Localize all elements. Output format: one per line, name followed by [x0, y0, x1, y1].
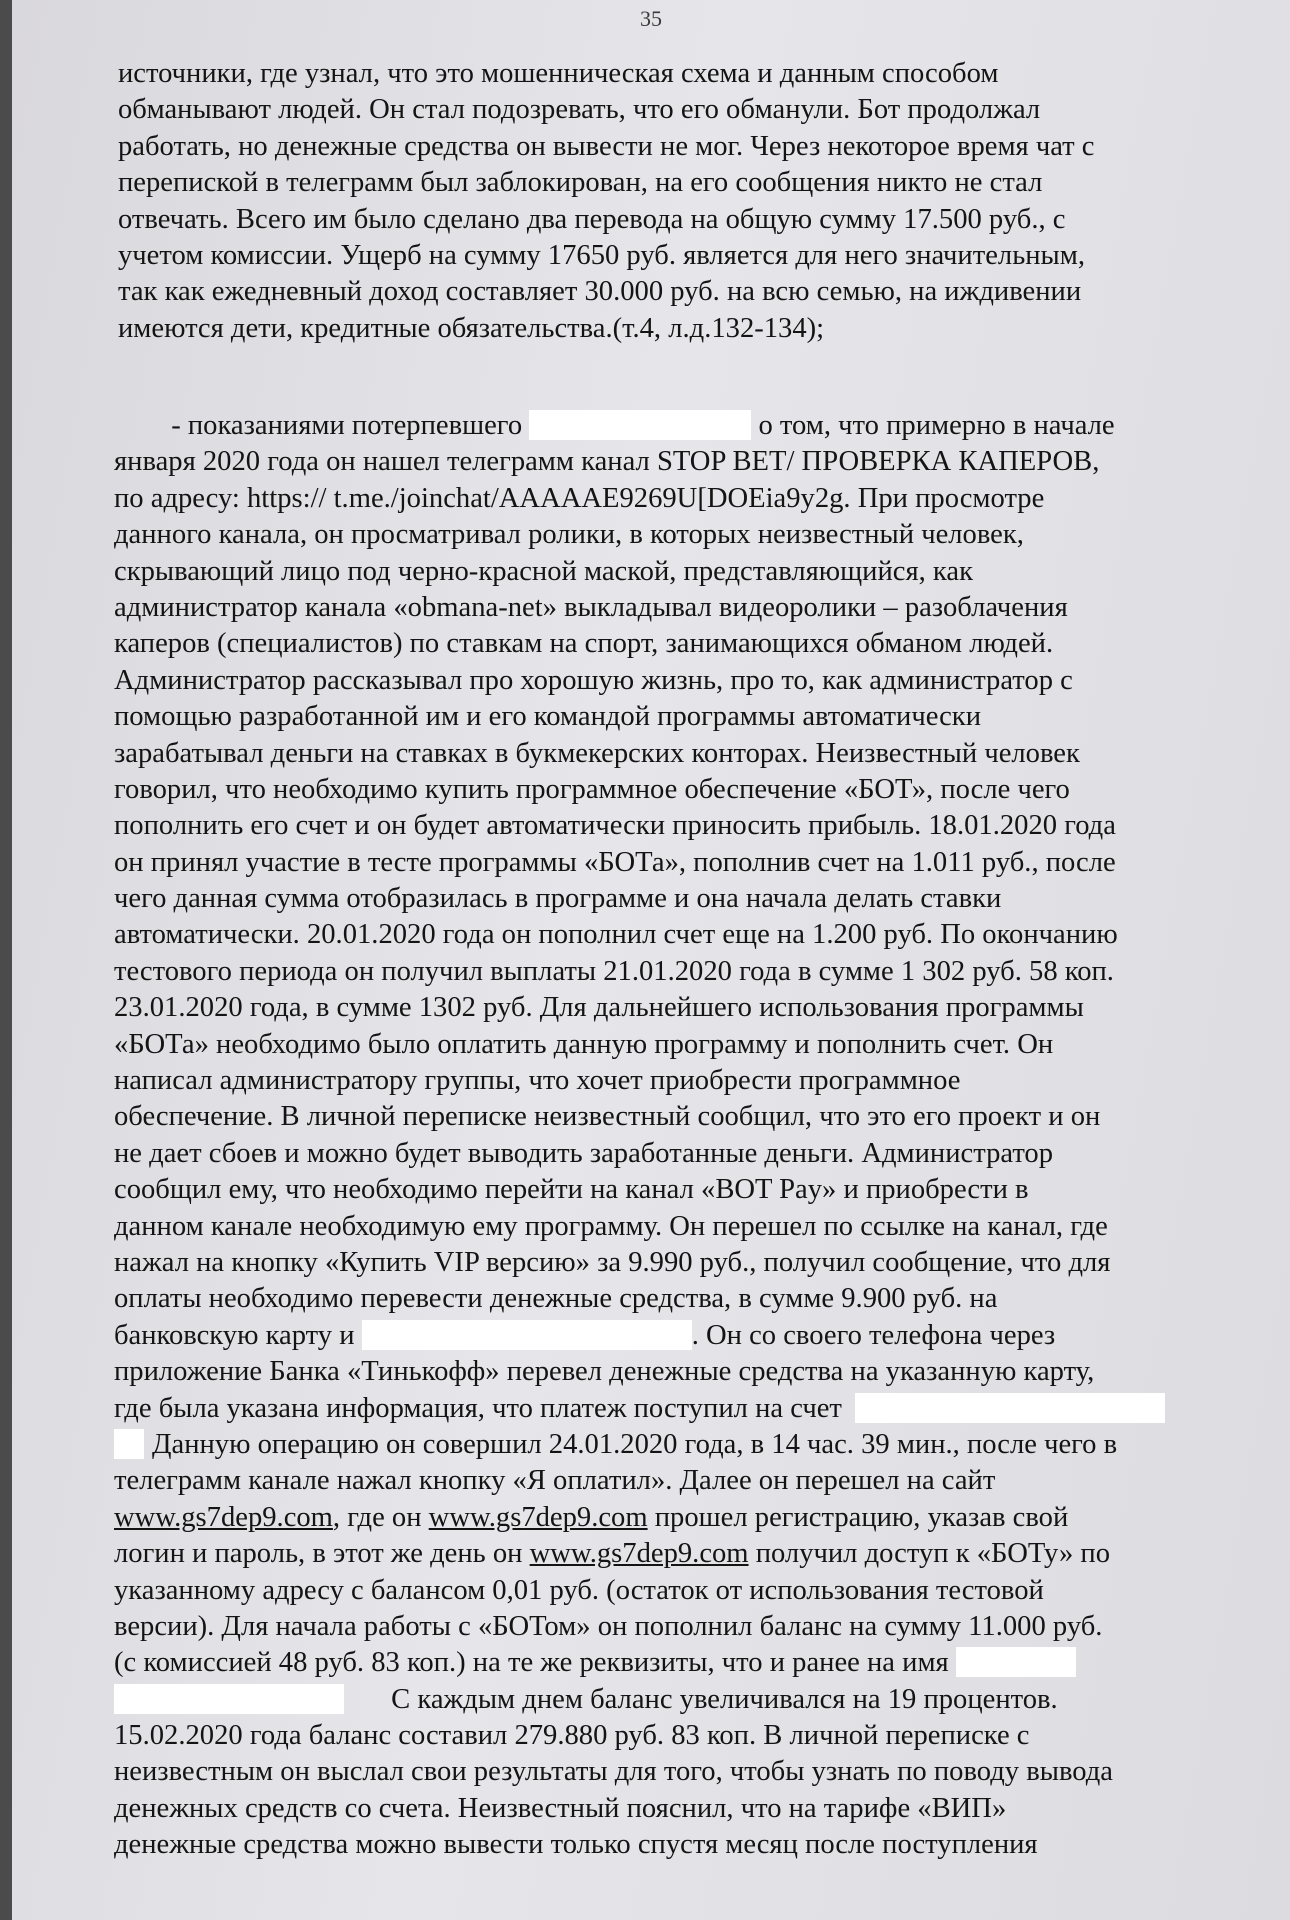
text-line: денежных средств со счета. Неизвестный пояснил, что на тарифе «ВИП»	[114, 1792, 1007, 1824]
text-line: версии). Для начала работы с «БОТом» он пополнил баланс на сумму 11.000 руб.	[114, 1610, 1103, 1642]
text-line: 23.01.2020 года, в сумме 1302 руб. Для дальнейшего использования программы	[114, 992, 1084, 1024]
text-line: пополнить его счет и он будет автоматически приносить прибыль. 18.01.2020 года	[114, 810, 1116, 842]
card-text: банковскую карту и	[114, 1319, 355, 1351]
text-line	[114, 1391, 1264, 1427]
text-line	[114, 1682, 1264, 1718]
page-number: 35	[640, 6, 662, 31]
text-line: чего данная сумма отобразилась в программе и она начала делать ставки	[114, 883, 1002, 915]
text-line: обеспечение. В личной переписке неизвестный сообщил, что это его проект и он	[114, 1101, 1101, 1133]
login-text-tail: получил доступ к «БОТу» по	[755, 1538, 1111, 1570]
redacted-name	[529, 410, 751, 440]
site-link[interactable]: www.gs7dep9.com	[114, 1501, 333, 1533]
text-line	[114, 1427, 1264, 1463]
card-text-tail: . Он со своего телефона через	[691, 1319, 1056, 1351]
site-link[interactable]: www.gs7dep9.com	[428, 1501, 648, 1533]
text-line: источники, где узнал, что это мошенническая схема и данным способом	[118, 58, 999, 89]
text-line: учетом комиссии. Ущерб на сумму 17650 руб. является для него значительным,	[118, 239, 1085, 271]
text-line: каперов (специалистов) по ставкам на спорт, занимающихся обманом людей.	[114, 628, 1054, 660]
text-line: приложение Банка «Тинькофф» перевел денежные средства на указанную карту,	[114, 1356, 1095, 1388]
text-line: 15.02.2020 года баланс составил 279.880 руб. 83 коп. В личной переписке с	[114, 1720, 1030, 1752]
text-line: Администратор рассказывал про хорошую жизнь, про то, как администратор с	[114, 664, 1073, 696]
text-line: перепиской в телеграмм был заблокирован, на его сообщения никто не стал	[118, 167, 1043, 199]
text-line: неизвестным он выслал свои результаты для того, чтобы узнать по поводу вывода	[114, 1756, 1113, 1788]
text-line: зарабатывал деньги на ставках в букмекерских конторах. Неизвестный человек	[114, 737, 1080, 769]
redacted-recipient-end	[114, 1684, 344, 1714]
text-line: данного канала, он просматривал ролики, в которых неизвестный человек,	[114, 519, 1024, 551]
text-line: администратор канала «obmana-net» выкладывал видеоролики – разоблачения	[114, 591, 1068, 623]
balance-text: С каждым днем баланс увеличивался на 19 процентов.	[391, 1683, 1058, 1715]
text-line	[114, 1645, 1264, 1681]
redacted-account-end	[114, 1429, 144, 1459]
text-line	[114, 408, 1264, 444]
site-link[interactable]: www.gs7dep9.com	[529, 1538, 749, 1570]
text-line: помощью разработанной им и его командой программы автоматически	[114, 701, 981, 733]
redacted-card-holder	[362, 1320, 692, 1350]
paragraph-continued	[118, 56, 1264, 347]
text-line: указанному адресу с балансом 0,01 руб. (остаток от использования тестовой	[114, 1574, 1044, 1606]
text-line	[114, 1536, 1264, 1572]
text-line: не дает сбоев и можно будет выводить заработанные деньги. Администратор	[114, 1137, 1054, 1169]
text-line	[114, 1318, 1264, 1354]
text-line: января 2020 года он нашел телеграмм канал STOP BET/ ПРОВЕРКА КАПЕРОВ,	[114, 446, 1100, 478]
text-line: имеются дети, кредитные обязательства.(т.4, л.д.132-134);	[118, 312, 825, 344]
registration-text: , где он	[332, 1501, 422, 1533]
text-line: оплаты необходимо перевести денежные средства, в сумме 9.900 руб. на	[114, 1283, 998, 1315]
text-line: денежные средства можно вывести только спустя месяц после поступления	[114, 1829, 1038, 1861]
text-line: отвечать. Всего им было сделано два перевода на общую сумму 17.500 руб., с	[118, 203, 1066, 235]
text-line: автоматически. 20.01.2020 года он пополнил счет еще на 1.200 руб. По окончанию	[114, 919, 1118, 951]
text-line: сообщил ему, что необходимо перейти на канал «BOT Pay» и приобрести в	[114, 1174, 1029, 1206]
document-page	[12, 0, 1290, 1920]
text-line: он принял участие в тесте программы «БОТа», пополнив счет на 1.011 руб., после	[114, 846, 1116, 878]
text-line	[114, 1500, 1264, 1536]
requisites-text: (с комиссией 48 руб. 83 коп.) на те же реквизиты, что и ранее на имя	[114, 1647, 949, 1679]
paragraph-testimony	[114, 408, 1264, 1864]
text-line: данном канале необходимую ему программу. Он перешел по ссылке на канал, где	[114, 1210, 1108, 1242]
login-text: логин и пароль, в этот же день он	[114, 1538, 523, 1570]
text-line: по адресу: https:// t.me./joinchat/AAAAAE9269U[DOEia9y2g. При просмотре	[114, 482, 1045, 514]
text-line: телеграмм канале нажал кнопку «Я оплатил». Далее он перешел на сайт	[114, 1465, 996, 1497]
text-line: обманывают людей. Он стал подозревать, что его обманули. Бот продолжал	[118, 94, 1041, 126]
account-text: где была указана информация, что платеж поступил на счет	[114, 1392, 842, 1424]
redacted-account	[855, 1393, 1165, 1423]
text-line: скрывающий лицо под черно-красной маской, представляющийся, как	[114, 555, 973, 587]
operation-text: Данную операцию он совершил 24.01.2020 года, в 14 час. 39 мин., после чего в	[152, 1428, 1118, 1460]
testimony-intro-tail: о том, что примерно в начале	[758, 410, 1115, 441]
text-line: работать, но денежные средства он вывести не мог. Через некоторое время чат с	[118, 130, 1095, 162]
text-line: написал администратору группы, что хочет приобрести программное	[114, 1065, 961, 1097]
text-line: нажал на кнопку «Купить VIP версию» за 9.990 руб., получил сообщение, что для	[114, 1246, 1111, 1278]
registration-text-tail: прошел регистрацию, указав свой	[654, 1501, 1069, 1533]
text-line: так как ежедневный доход составляет 30.000 руб. на всю семью, на иждивении	[118, 276, 1082, 308]
text-line: «БОТа» необходимо было оплатить данную программу и пополнить счет. Он	[114, 1028, 1054, 1060]
text-line: говорил, что необходимо купить программное обеспечение «БОТ», после чего	[114, 773, 1070, 805]
text-line: тестового периода он получил выплаты 21.01.2020 года в сумме 1 302 руб. 58 коп.	[114, 955, 1114, 987]
testimony-intro: - показаниями потерпевшего	[114, 410, 523, 441]
redacted-recipient	[956, 1647, 1076, 1677]
